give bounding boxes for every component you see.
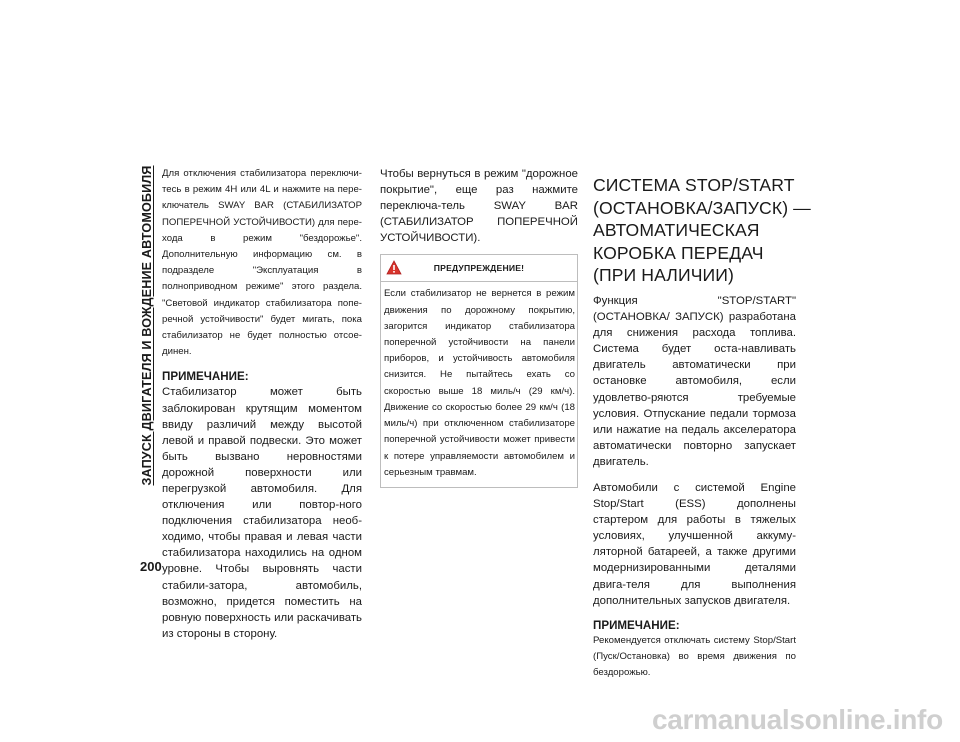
intro-paragraph: Для отключения стабилизатора переключи-тесь в режим 4H или 4L и нажмите на пере-ключатель SWAY BAR (СТАБИЛИЗАТОР ПОПЕРЕЧНОЙ УСТОЙЧИВОСТИ) для пере-хода в режим "бездорожье". Дополнительную информацию см. в подразделе "Эксплуатация в полноприводном режиме" этого раздела. "Световой индикатор стабилизатора попе-речной устойчивости" будет мигать, пока стабилизатор не будет полностью отсое-динен. [162,168,362,358]
return-mode-paragraph: Чтобы вернуться в режим "дорожное покрытие", еще раз нажмите переключа-тель SWAY BAR (СТАБИЛИЗАТОР ПОПЕРЕЧНОЙ УСТОЙЧИВОСТИ). [380,168,578,245]
heading-line: СИСТЕМА STOP/START [593,175,795,195]
heading-line: КОРОБКА ПЕРЕДАЧ [593,242,764,263]
warning-box [380,254,578,487]
section-heading [593,174,811,287]
watermark: carmanualsonline.info [652,704,943,735]
column-left [162,166,362,642]
note-paragraph: Стабилизатор может быть заблокирован крутящим моментом ввиду различий между высотой левой и правой подвески. Это может быть вызвано неровностями дорожной поверхности или перегрузкой автомобиля. Для отключения или повтор-ного подключения стабилизатора необ-ходимо, чтобы правая и левая части стабилизатора находились на одном уровне. Чтобы выровнять части стабили-затора, автомобиль, возможно, придется поместить на ровную поверхность или раскачивать из стороны в сторону. [162,386,362,640]
heading-line: (ПРИ НАЛИЧИИ) [593,265,734,286]
page-number: 200 [140,559,162,574]
column-right [593,166,811,681]
note-heading: ПРИМЕЧАНИЕ: [162,370,249,384]
heading-line: (ОСТАНОВКА/ЗАПУСК) — [593,197,811,218]
note-paragraph-right: Рекомендуется отключать систему Stop/Start (Пуск/Остановка) во время движения по бездорожью. [593,634,796,679]
warning-header [381,255,577,282]
column-middle [380,166,578,488]
note-heading-right: ПРИМЕЧАНИЕ: [593,618,680,632]
section-side-title-text: ЗАПУСК ДВИГАТЕЛЯ И ВОЖДЕНИЕ АВТОМОБИЛЯ [140,165,154,486]
warning-title: ПРЕДУПРЕЖДЕНИЕ! [433,263,525,274]
ess-paragraph: Автомобили с системой Engine Stop/Start (ESS) дополнены стартером для работы в тяжелых условиях, улучшенной аккуму-ляторной батареей, а также другими модернизированными деталями двига-теля для выполнения дополнительных запусков двигателя. [593,482,796,607]
warning-text: Если стабилизатор не вернется в режим движения по дорожному покрытию, загорится индикатор стабилизатора поперечной устойчивости на панели приборов, и устойчивость автомобиля снизится. Не пытайтесь ехать со скоростью выше 18 миль/ч (29 км/ч). Движение со скоростью более 29 км/ч (18 миль/ч) при отключенном стабилизаторе поперечной устойчивости может привести к потере управляемости автомобилем и серьезным травмам. [384,288,575,478]
section-side-title [134,163,160,488]
stop-start-paragraph: Функция "STOP/START" (ОСТАНОВКА/ ЗАПУСК) разработана для снижения расхода топлива. Система будет оста-навливать двигатель автоматически при остановке автомобиля, если удовлетво-ряются требуемые условия. Отпускание педали тормоза или нажатие на педаль акселератора автоматически повторно запускает двигатель. [593,294,796,468]
heading-line: АВТОМАТИЧЕСКАЯ [593,220,760,241]
warning-triangle-icon [386,260,402,275]
